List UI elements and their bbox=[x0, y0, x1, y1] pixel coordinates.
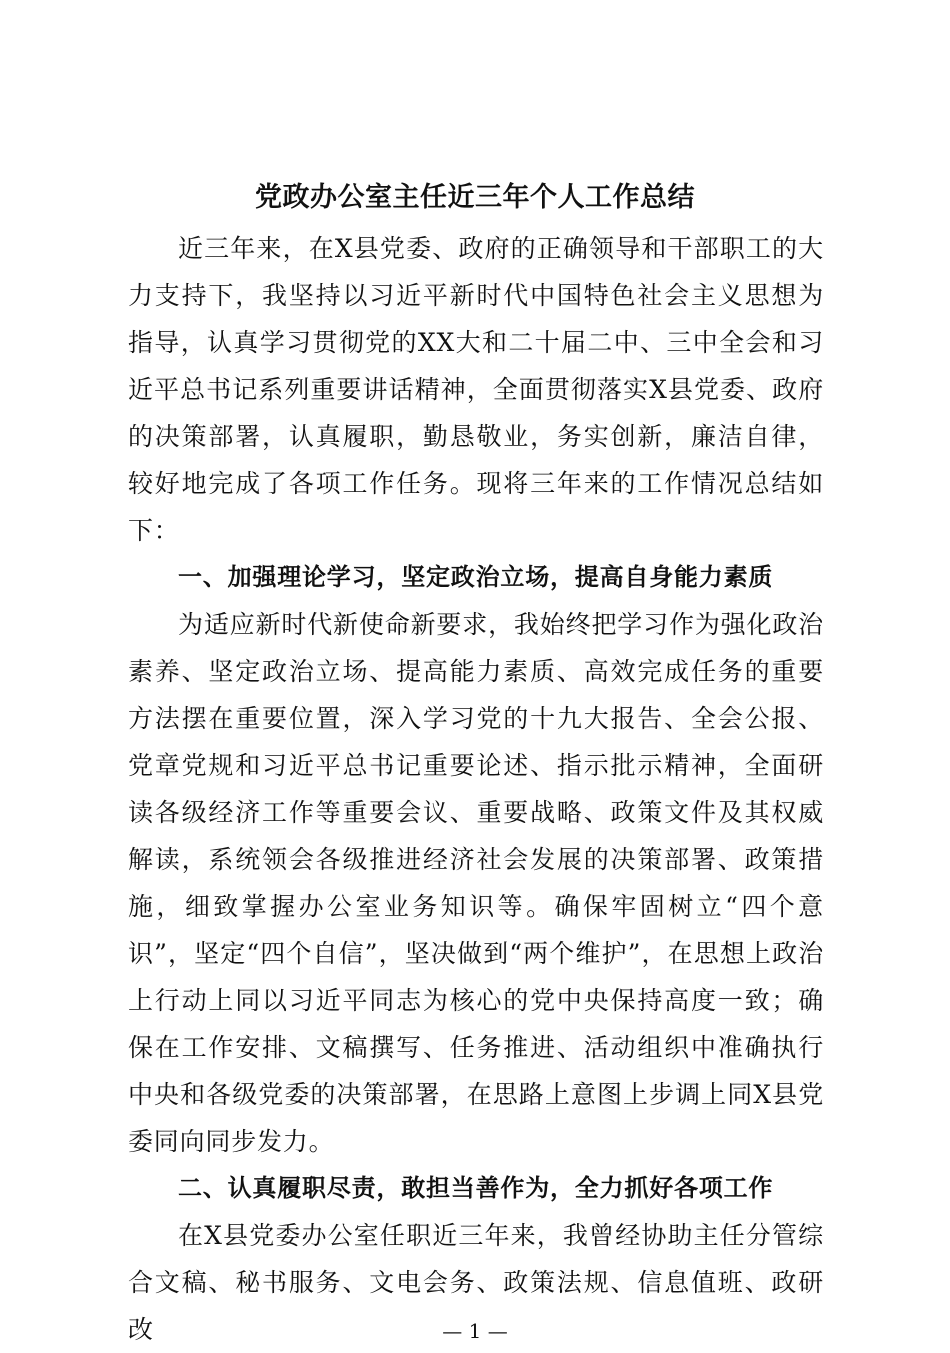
section-2-heading: 二、认真履职尽责，敢担当善作为，全力抓好各项工作 bbox=[178, 1174, 774, 1202]
section-1-heading: 一、加强理论学习，坚定政治立场，提高自身能力素质 bbox=[178, 563, 774, 591]
document-body bbox=[128, 225, 824, 1353]
document-title: 党政办公室主任近三年个人工作总结 bbox=[255, 182, 695, 213]
intro-paragraph: 近三年来，在X县党委、政府的正确领导和干部职工的大力支持下，我坚持以习近平新时代中国特色社会主义思想为指导，认真学习贯彻党的XX大和二十届二中、三中全会和习近平总书记系列重要讲话精神，全面贯彻落实X县党委、政府的决策部署，认真履职，勤恳敬业，务实创新，廉洁自律，较好地完成了各项工作任务。现将三年来的工作情况总结如下： bbox=[128, 234, 824, 545]
page-number: — 1 — bbox=[442, 1319, 508, 1343]
section-2-paragraph: 在X县党委办公室任职近三年来，我曾经协助主任分管综合文稿、秘书服务、文电会务、政策法规、信息值班、政研改 bbox=[128, 1221, 824, 1344]
section-1-paragraph: 为适应新时代新使命新要求，我始终把学习作为强化政治素养、坚定政治立场、提高能力素质、高效完成任务的重要方法摆在重要位置，深入学习党的十九大报告、全会公报、党章党规和习近平总书记重要论述、指示批示精神，全面研读各级经济工作等重要会议、重要战略、政策文件及其权威解读，系统领会各级推进经济社会发展的决策部署、政策措施，细致掌握办公室业务知识等。确保牢固树立“四个意识”，坚定“四个自信”，坚决做到“两个维护”，在思想上政治上行动上同以习近平同志为核心的党中央保持高度一致；确保在工作安排、文稿撰写、任务推进、活动组织中准确执行中央和各级党委的决策部署，在思路上意图上步调上同X县党委同向同步发力。 bbox=[128, 610, 824, 1156]
